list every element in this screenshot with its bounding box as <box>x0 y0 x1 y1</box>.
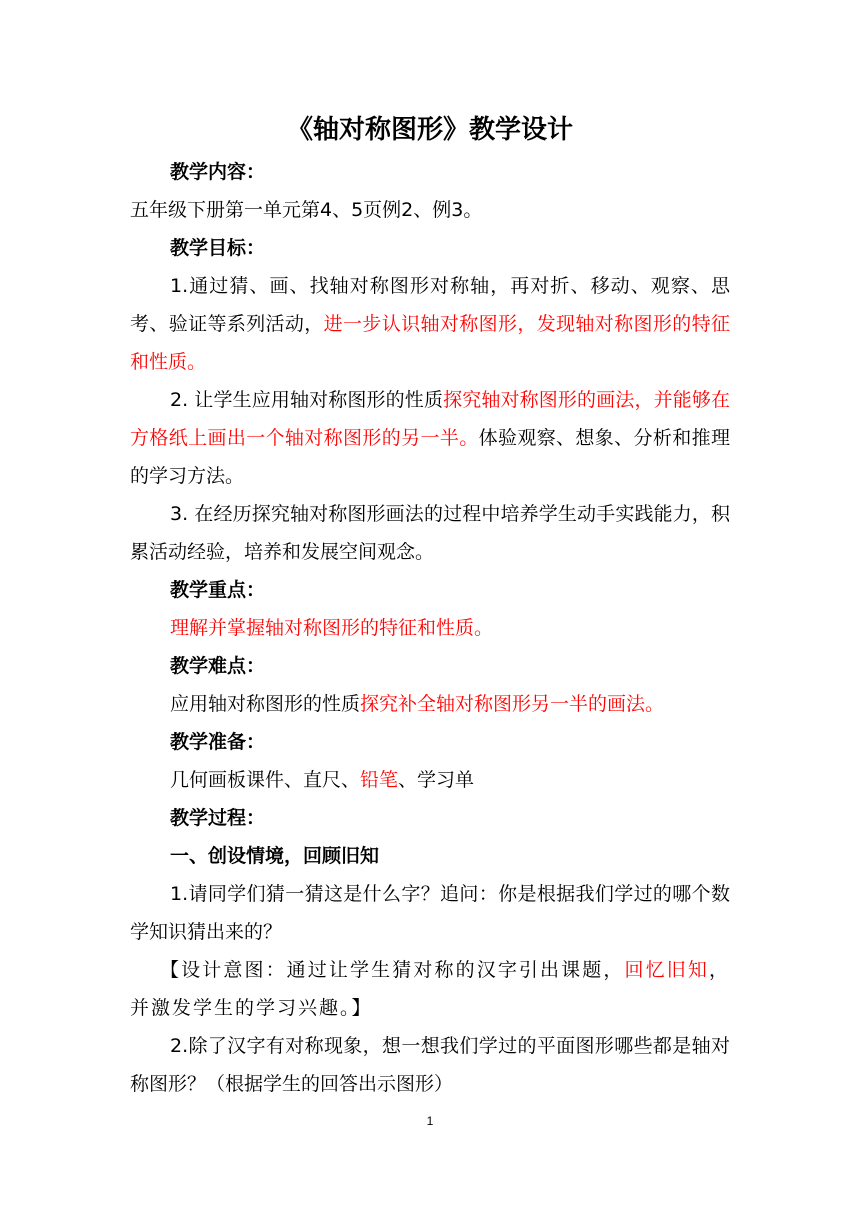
note-text-c: ，并激发学生的学习兴趣。】 <box>130 959 730 1019</box>
content-heading: 教学内容： <box>170 161 266 183</box>
key-point-heading: 教学重点： <box>170 579 266 601</box>
goal-2 <box>130 381 730 495</box>
process-step-2: 2.除了汉字有对称现象，想一想我们学过的平面图形哪些都是轴对称图形？（根据学生的回答出示图形） <box>130 1035 730 1095</box>
prep-text-c: 、学习单 <box>398 769 475 791</box>
difficulty-text-a: 应用轴对称图形的性质 <box>170 693 361 715</box>
goal-1-highlight: 进一步认识轴对称图形，发现轴对称图形的特征和性质。 <box>130 313 730 373</box>
difficulty-highlight: 探究补全轴对称图形另一半的画法。 <box>360 693 665 715</box>
goal-3: 3. 在经历探究轴对称图形画法的过程中培养学生动手实践能力，积累活动经验，培养和发展空间观念。 <box>130 503 730 563</box>
goal-1 <box>130 267 730 381</box>
content-text: 五年级下册第一单元第4、5页例2、例3。 <box>130 199 483 221</box>
goals-heading: 教学目标： <box>170 237 266 259</box>
difficulty-text <box>130 685 730 723</box>
document-body <box>130 153 730 1103</box>
goal-2-text: 2. 让学生应用轴对称图形的性质 <box>170 389 444 411</box>
page-number: 1 <box>426 1114 434 1128</box>
difficulty-heading: 教学难点： <box>170 655 266 677</box>
note-text-a: 【设计意图：通过让学生猜对称的汉字引出课题， <box>160 959 625 981</box>
note-highlight: 回忆旧知 <box>624 959 709 981</box>
prep-text <box>130 761 730 799</box>
goal-1-text: 1.通过猜、画、找轴对称图形对称轴，再对折、移动、观察、思考、验证等系列活动， <box>130 275 730 335</box>
process-heading: 教学过程： <box>170 807 266 829</box>
goal-2-highlight: 探究轴对称图形的画法，并能够在方格纸上画出一个轴对称图形的另一半。 <box>130 389 730 449</box>
document-title: 《轴对称图形》教学设计 <box>286 115 573 145</box>
prep-highlight: 铅笔 <box>360 769 399 791</box>
goal-2-tail: 体验观察、想象、分析和推理的学习方法。 <box>130 427 730 487</box>
prep-heading: 教学准备： <box>170 731 266 753</box>
design-intent-note <box>130 951 730 1027</box>
section-1-heading: 一、创设情境，回顾旧知 <box>170 845 380 867</box>
process-step-1: 1.请同学们猜一猜这是什么字？追问：你是根据我们学过的哪个数学知识猜出来的？ <box>130 883 730 943</box>
prep-text-a: 几何画板课件、直尺、 <box>170 769 361 791</box>
key-point-text: 理解并掌握轴对称图形的特征和性质。 <box>170 617 494 639</box>
